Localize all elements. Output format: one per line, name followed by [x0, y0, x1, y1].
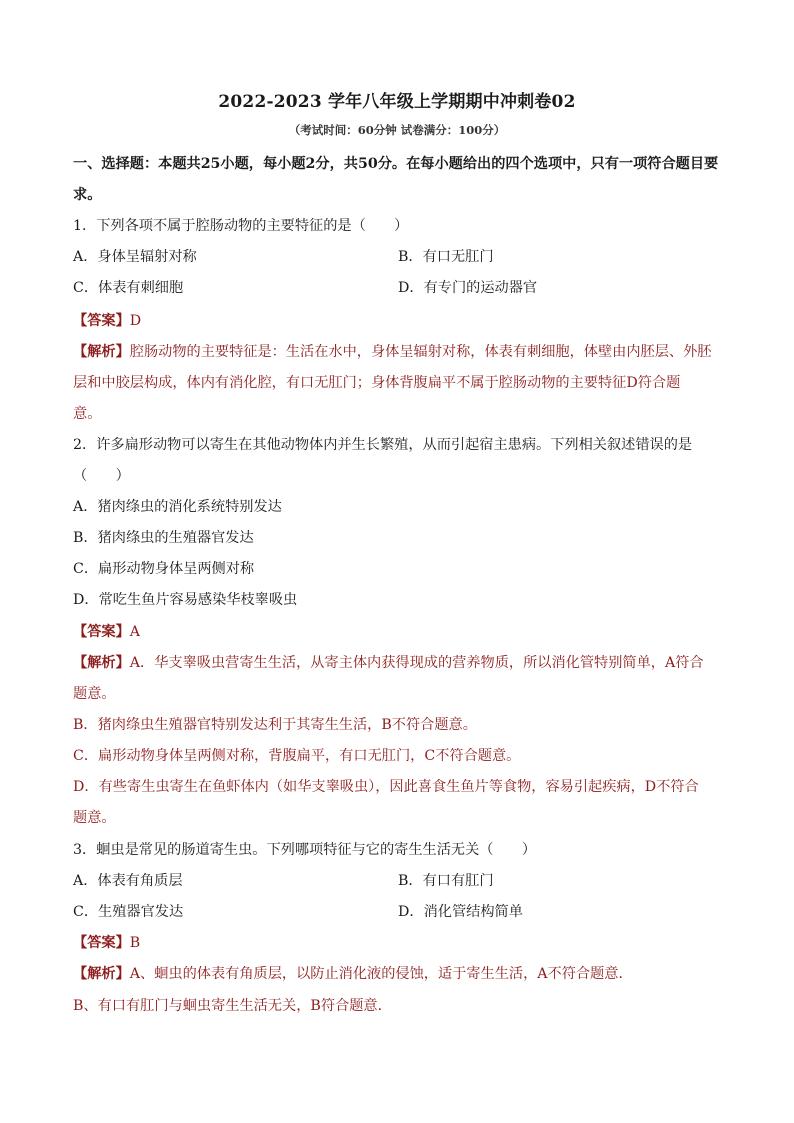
q1-analysis-line-1	[73, 342, 711, 362]
q2-analysis-text-1: A．华支睾吸虫营寄生生活，从寄主体内获得现成的营养物质，所以消化管特别简单，A符合	[129, 655, 704, 671]
q2-option-a: A．猪肉绦虫的消化系统特别发达	[73, 499, 282, 515]
answer-label: 【答案】	[73, 624, 130, 640]
q3-analysis-line-2: B、有口有肛门与蛔虫寄生生活无关，B符合题意．	[73, 998, 392, 1014]
answer-label: 【答案】	[73, 313, 130, 329]
q3-option-a: A．体表有角质层	[73, 873, 183, 889]
section-heading-line-2: 求。	[73, 187, 102, 203]
analysis-label: 【解析】	[73, 966, 130, 982]
q2-stem-line-2: （ ）	[73, 468, 130, 484]
q3-answer-value: B	[129, 935, 141, 951]
q1-option-b: B．有口无肛门	[398, 249, 494, 265]
q1-option-d: D．有专门的运动器官	[398, 280, 538, 296]
answer-label: 【答案】	[73, 935, 130, 951]
q1-answer	[73, 311, 141, 331]
analysis-label: 【解析】	[73, 344, 130, 360]
exam-info: （考试时间：60分钟 试卷满分：100分）	[288, 123, 506, 137]
page-title: 2022-2023 学年八年级上学期期中冲刺卷02	[218, 92, 576, 112]
q1-option-c: C．体表有刺细胞	[73, 280, 184, 296]
q3-option-c: C．生殖器官发达	[73, 904, 184, 920]
q2-option-c: C．扁形动物身体呈两侧对称	[73, 561, 255, 577]
q2-option-b: B．猪肉绦虫的生殖器官发达	[73, 530, 254, 546]
q2-answer-value: A	[129, 624, 141, 640]
q3-option-d: D．消化管结构简单	[398, 904, 523, 920]
q1-stem: 1．下列各项不属于腔肠动物的主要特征的是（ ）	[73, 218, 409, 234]
q1-analysis-line-2: 层和中胶层构成，体内有消化腔，有口无肛门；身体背腹扁平不属于腔肠动物的主要特征D符合题	[73, 375, 681, 391]
q3-option-b: B．有口有肛门	[398, 873, 494, 889]
q2-analysis-line-1	[73, 653, 704, 673]
q1-analysis-text-1: 腔肠动物的主要特征是：生活在水中，身体呈辐射对称，体表有刺细胞，体壁由内胚层、外胚	[129, 344, 712, 360]
q2-analysis-d-line-2: 题意。	[73, 810, 116, 826]
q2-analysis-d-line-1: D．有些寄生虫寄生在鱼虾体内（如华支睾吸虫），因此喜食生鱼片等食物，容易引起疾病，D不符合	[73, 779, 699, 795]
q3-answer	[73, 933, 140, 953]
q1-answer-value: D	[129, 313, 142, 329]
q2-analysis-line-2: 题意。	[73, 686, 116, 702]
q2-option-d: D．常吃生鱼片容易感染华枝睾吸虫	[73, 592, 298, 608]
q2-analysis-c: C．扁形动物身体呈两侧对称，背腹扁平，有口无肛门，C不符合题意。	[73, 748, 521, 764]
q1-analysis-line-3: 意。	[73, 406, 102, 422]
q2-analysis-b: B．猪肉绦虫生殖器官特别发达利于其寄生生活，B不符合题意。	[73, 717, 477, 733]
q1-option-a: A．身体呈辐射对称	[73, 249, 197, 265]
q3-analysis-text-1: A、蛔虫的体表有角质层，以防止消化液的侵蚀，适于寄生生活，A不符合题意．	[129, 966, 633, 982]
q3-analysis-line-1	[73, 964, 633, 984]
analysis-label: 【解析】	[73, 655, 130, 671]
q2-stem-line-1: 2．许多扁形动物可以寄生在其他动物体内并生长繁殖，从而引起宿主患病。下列相关叙述错误的是	[73, 437, 693, 453]
section-heading-line-1: 一、选择题：本题共25小题，每小题2分，共50分。在每小题给出的四个选项中，只有一项符合题目要	[73, 156, 719, 172]
q3-stem: 3．蛔虫是常见的肠道寄生虫。下列哪项特征与它的寄生生活无关（ ）	[73, 842, 537, 858]
q2-answer	[73, 622, 140, 642]
